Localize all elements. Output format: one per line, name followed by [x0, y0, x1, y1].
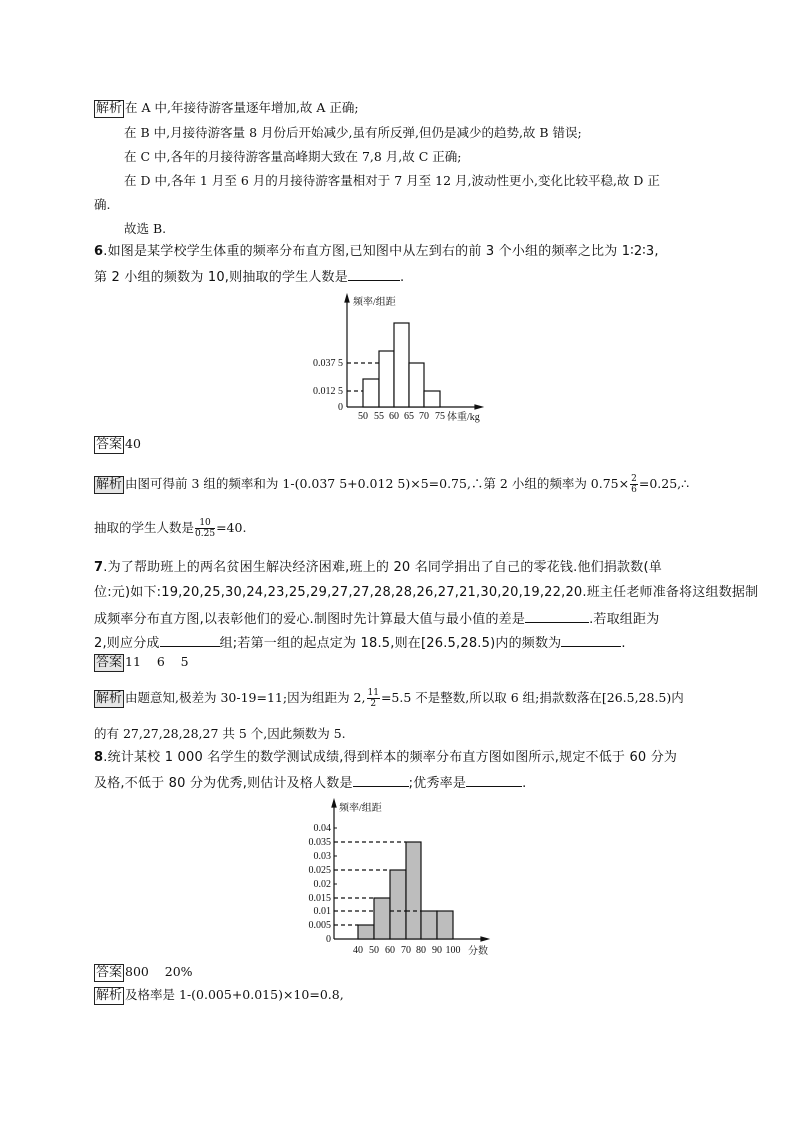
q8-line-1: [94, 750, 677, 766]
question-number: 6: [94, 244, 104, 259]
prev-analysis-line-6: 故选 B.: [124, 221, 167, 236]
y-axis-label: 频率/组距: [353, 297, 396, 308]
text: .: [522, 776, 527, 791]
svg-text:0.025: 0.025: [308, 865, 331, 876]
q7-line-1: [94, 560, 662, 576]
text: =5.5 不是整数,所以取 6 组;捐款数落在[26.5,28.5)内: [380, 690, 684, 705]
answer-value: 40: [125, 436, 141, 451]
text: 2,则应分成: [94, 636, 160, 651]
fraction: $\frac{2}{6}$: [631, 474, 637, 495]
svg-text:80: 80: [416, 945, 426, 956]
text: ;优秀率是: [408, 776, 467, 791]
svg-text:0.005: 0.005: [308, 920, 331, 931]
prev-analysis-line-3: 在 C 中,各年的月接待游客量高峰期大致在 7,8 月,故 C 正确;: [124, 149, 462, 164]
question-number: 7: [94, 560, 104, 575]
range-blank[interactable]: [525, 610, 589, 623]
weight-histogram: [300, 292, 500, 427]
svg-text:50: 50: [369, 945, 379, 956]
svg-text:0.035: 0.035: [308, 837, 331, 848]
answer-value: 11 6 5: [125, 654, 189, 669]
excellence-rate-blank[interactable]: [466, 774, 522, 787]
text: 由图可得前 3 组的频率和为 1-(0.037 5+0.012 5)×5=0.75,∴第 2 小组的频率为 0.75×: [125, 476, 630, 491]
fraction: $\frac{11}{2}$: [367, 688, 379, 709]
answer-label: 答案: [96, 965, 123, 980]
text: .统计某校 1 000 名学生的数学测试成绩,得到样本的频率分布直方图如图所示,规定不低于 60 分为: [103, 750, 678, 765]
text: 第 2 小组的频数为 10,则抽取的学生人数是: [94, 270, 348, 285]
svg-text:90: 90: [432, 945, 442, 956]
text: 组;若第一组的起点定为 18.5,则在[26.5,28.5)内的频数为: [219, 636, 562, 651]
pass-count-blank[interactable]: [353, 774, 409, 787]
answer-value: 800 20%: [125, 964, 193, 979]
answer-blank[interactable]: [348, 268, 400, 281]
q6-line-2: [94, 268, 404, 286]
svg-text:75: 75: [435, 411, 445, 422]
text: .: [621, 636, 626, 651]
q7-analysis-line-2: 的有 27,27,28,28,27 共 5 个,因此频数为 5.: [94, 726, 346, 741]
text: 在 A 中,年接待游客量逐年增加,故 A 正确;: [125, 100, 359, 115]
prev-analysis-line-1: [94, 100, 359, 118]
fraction: $\frac{10}{0.25}$: [195, 518, 216, 539]
analysis-label: 解析: [96, 691, 123, 706]
svg-text:70: 70: [419, 411, 429, 422]
q8-line-2: [94, 774, 526, 792]
svg-text:频率/组距: 频率/组距: [339, 803, 382, 814]
svg-text:60: 60: [389, 411, 399, 422]
text: .为了帮助班上的两名贫困生解决经济困难,班上的 20 名同学捐出了自己的零花钱.他们捐款数(单: [103, 560, 662, 575]
svg-text:70: 70: [401, 945, 411, 956]
svg-text:0.015: 0.015: [308, 893, 331, 904]
svg-text:60: 60: [385, 945, 395, 956]
svg-text:0.02: 0.02: [313, 879, 331, 890]
text: 成频率分布直方图,以表彰他们的爱心.制图时先计算最大值与最小值的差是: [94, 612, 526, 627]
text: .若取组距为: [589, 612, 660, 627]
svg-text:50: 50: [358, 411, 368, 422]
answer-label: 答案: [96, 655, 123, 670]
answer-label: 答案: [96, 437, 123, 452]
text: 抽取的学生人数是: [94, 520, 195, 535]
svg-text:100: 100: [445, 945, 461, 956]
q6-line-1: [94, 244, 659, 260]
score-histogram: [295, 797, 505, 962]
text: 由题意知,极差为 30-19=11;因为组距为 2,: [125, 690, 366, 705]
q8-answer: [94, 964, 193, 982]
svg-text:分数: 分数: [468, 946, 488, 957]
q7-analysis-line-1: [94, 688, 684, 709]
q7-line-2: 位:元)如下:19,20,25,30,24,23,25,29,27,27,28,28,26,27,21,30,20,19,22,20.班主任老师准备将这组数据制: [94, 585, 759, 600]
text: =40.: [216, 520, 247, 535]
svg-text:0.037 5: 0.037 5: [313, 358, 343, 369]
svg-text:0: 0: [338, 402, 343, 413]
question-number: 8: [94, 750, 104, 765]
q6-answer: [94, 436, 141, 454]
analysis-label: 解析: [96, 988, 123, 1003]
text: .如图是某学校学生体重的频率分布直方图,已知图中从左到右的前 3 个小组的频率之比为 1∶2∶3,: [103, 244, 659, 259]
svg-text:0.01: 0.01: [313, 906, 331, 917]
text: =0.25,∴: [638, 476, 690, 491]
svg-text:65: 65: [404, 411, 414, 422]
q7-line-4: [94, 634, 626, 652]
text: .: [399, 270, 405, 285]
svg-text:40: 40: [353, 945, 363, 956]
frequency-blank[interactable]: [561, 634, 621, 647]
q6-analysis-line-1: [94, 474, 689, 495]
prev-analysis-line-5: 确.: [94, 197, 111, 212]
prev-analysis-line-2: 在 B 中,月接待游客量 8 月份后开始减少,虽有所反弹,但仍是减少的趋势,故 B 错误;: [124, 125, 582, 140]
svg-text:0: 0: [326, 934, 331, 945]
svg-text:55: 55: [374, 411, 384, 422]
analysis-label: 解析: [96, 477, 123, 492]
q6-analysis-line-2: [94, 518, 246, 539]
text: 及格,不低于 80 分为优秀,则估计及格人数是: [94, 776, 353, 791]
q8-analysis: [94, 987, 344, 1005]
groups-blank[interactable]: [160, 634, 220, 647]
analysis-label: 解析: [96, 101, 123, 116]
svg-text:0.03: 0.03: [313, 851, 331, 862]
q7-answer: [94, 654, 189, 672]
text: 及格率是 1-(0.005+0.015)×10=0.8,: [125, 987, 344, 1002]
svg-text:0.04: 0.04: [313, 823, 331, 834]
prev-analysis-line-4: 在 D 中,各年 1 月至 6 月的月接待游客量相对于 7 月至 12 月,波动性更小,变化比较平稳,故 D 正: [124, 173, 660, 188]
svg-text:0.012 5: 0.012 5: [313, 386, 343, 397]
q7-line-3: [94, 610, 659, 628]
svg-text:体重/kg: 体重/kg: [447, 412, 480, 423]
